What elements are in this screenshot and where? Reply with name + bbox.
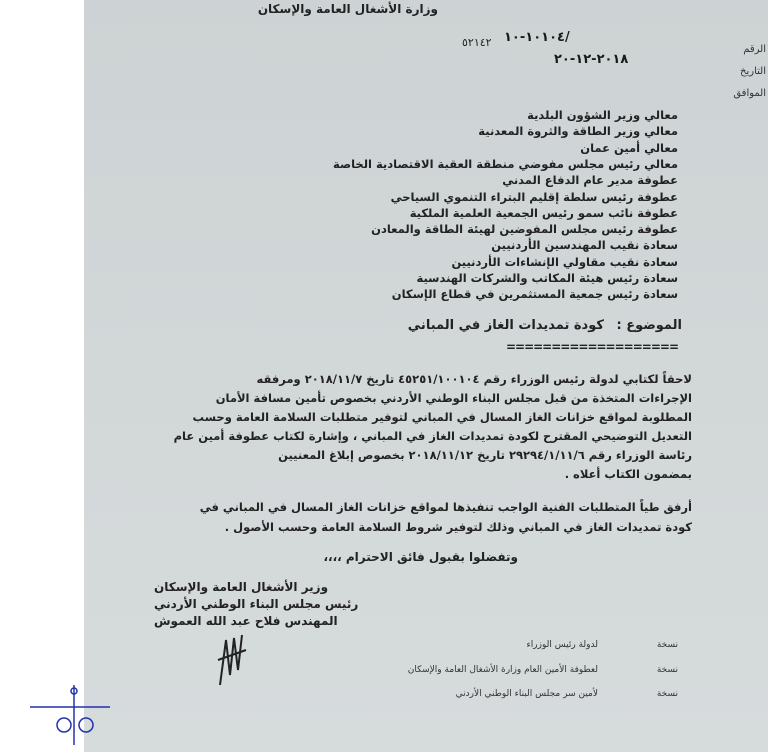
addressee: معالي أمين عمان [580,141,678,155]
reference-number: ١٠١٠٤-١٠/ [504,30,570,45]
addressee: سعادة نقيب مقاولي الإنشاءات الأردنيين [451,255,678,269]
body-line: بمضمون الكتاب أعلاه . [564,467,692,481]
addressee: معالي وزير الشؤون البلدية [527,108,678,122]
margin-label-corresponding: الموافق [733,88,766,99]
cc-text: لعطوفة الأمين العام وزارة الأشغال العامة والإسكان [407,665,598,675]
margin-label-number: الرقم [743,44,766,55]
cc-text: لدولة رئيس الوزراء [526,640,598,650]
addressee: عطوفة نائب سمو رئيس الجمعية العلمية الملكية [409,206,678,220]
cc-label: نسخة [656,640,678,650]
addressee: عطوفة رئيس مجلس المفوضين لهيئة الطاقة والمعادن [371,222,678,236]
addressee: سعادة رئيس جمعية المستثمرين في قطاع الإسكان [391,287,678,301]
body-line: الإجراءات المتخذة من قبل مجلس البناء الوطني الأردني بخصوص تأمين مسافة الأمان [215,391,692,405]
closing-line: وتفضلوا بقبول فائق الاحترام ،،،، [323,550,518,564]
signature-name: المهندس فلاح عبد الله العموش [154,614,338,628]
cc-label: نسخة [656,665,678,675]
subject-line [408,318,682,333]
addressee: سعادة رئيس هيئة المكاتب والشركات الهندسية [416,271,678,285]
body-line: المطلوبة لمواقع خزانات الغاز المسال في المباني لتوفير متطلبات السلامة العامة وحسب [192,410,692,424]
addressee: عطوفة مدير عام الدفاع المدني [502,173,678,187]
signature-title: وزير الأشغال العامة والإسكان [154,580,329,594]
signature-council: رئيس مجلس البناء الوطني الأردني [154,597,359,611]
cc-text: لأمين سر مجلس البناء الوطني الأردني [455,689,598,699]
letter-page [84,0,768,752]
body-line: رئاسة الوزراء رقم ٢٩٢٩٤/١/١١/٦ تاريخ ٢٠١٨/١١/١٢ بخصوص إبلاغ المعنيين [278,448,692,462]
cc-label: نسخة [656,689,678,699]
body-line: لاحقاً لكتابي لدولة رئيس الوزراء رقم ٤٥٢٥١/١٠٠١٠٤ تاريخ ٢٠١٨/١١/٧ ومرفقه [256,372,692,386]
subject-text: كودة تمديدات الغاز في المباني [407,318,604,333]
addressee: معالي رئيس مجلس مفوضي منطقة العقبة الاقتصادية الخاصة [333,157,678,171]
handwritten-signature [212,620,252,690]
addressee: سعادة نقيب المهندسين الأردنيين [491,238,678,252]
reference-date: ٢٠١٨-١٢-٢٠ [554,52,629,67]
ministry-header: وزارة الأشغال العامة والإسكان [257,2,438,16]
reference-serial: ٥٢١٤٢ [462,36,492,49]
addressee: عطوفة رئيس سلطة إقليم البتراء التنموي السياحي [390,190,678,204]
subject-label: الموضوع : [616,318,682,333]
margin-label-date: التاريخ [740,66,766,77]
addressee: معالي وزير الطاقة والثروة المعدنية [478,124,678,138]
body-line: كودة تمديدات الغاز في المباني وذلك لتوفير شروط السلامة العامة وحسب الأصول . [224,520,692,534]
body-line: أرفق طياً المتطلبات الفنية الواجب تنفيذها لمواقع خزانات الغاز المسال في المباني في [199,500,692,514]
stamp-mark-icon [30,685,110,745]
subject-underline: =================== [505,340,678,354]
body-line: التعديل التوضيحي المقترح لكودة تمديدات الغاز في المباني ، وإشارة لكتاب عطوفة أمين عام [173,429,692,443]
